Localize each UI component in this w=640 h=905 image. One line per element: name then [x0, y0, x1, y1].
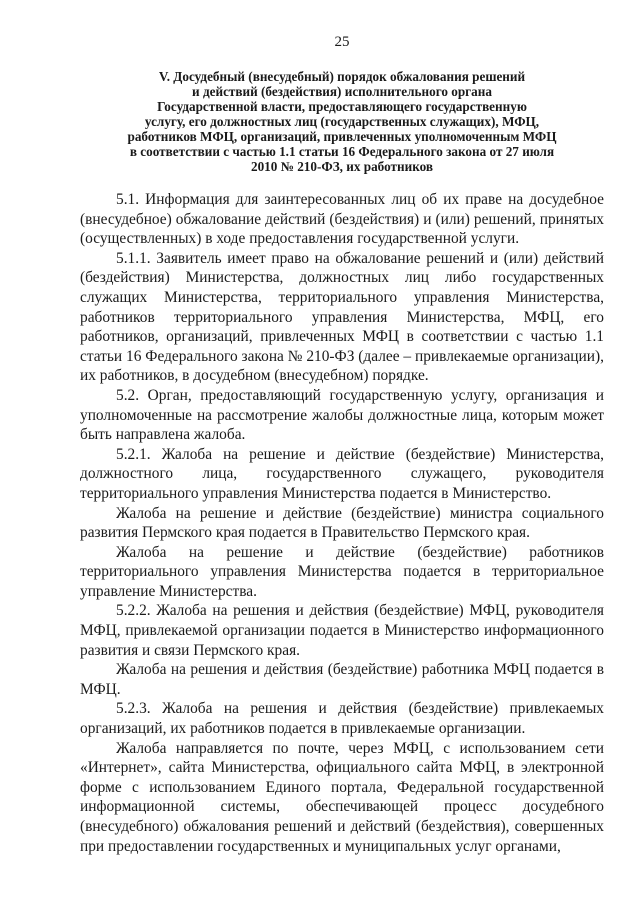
paragraph: 5.1.1. Заявитель имеет право на обжалование решений и (или) действий (бездействия) Министерства, должностных лиц либо государственных служащих Министерства, территориального управления Министерства, работников территориального управления Министерства, МФЦ, его работников, организаций, привлеченных МФЦ в соответствии с частью 1.1 статьи 16 Федерального закона № 210-ФЗ (далее – привлекаемые организации), их работников, в досудебном (внесудебном) порядке. — [80, 249, 604, 385]
paragraph: 5.2.2. Жалоба на решения и действия (бездействие) МФЦ, руководителя МФЦ, привлекаемой организации подается в Министерство информационного развития и связи Пермского края. — [80, 602, 604, 659]
paragraph: Жалоба направляется по почте, через МФЦ, с использованием сети «Интернет», сайта Министерства, официального сайта МФЦ, в электронной форме с использованием Единого портала, Федеральной государственной информационной системы, обеспечивающей процесс досудебного (внесудебного) обжалования решений и действий (бездействия), совершенных при предоставлении государственных и муниципальных услуг органами, — [80, 739, 604, 855]
paragraph: 5.2.1. Жалоба на решение и действие (бездействие) Министерства, должностного лица, государственного служащего, руководителя территориального управления Министерства подается в Министерство. — [80, 445, 604, 502]
paragraph: Жалоба на решение и действие (бездействие) министра социального развития Пермского края подается в Правительство Пермского края. — [80, 504, 604, 542]
paragraph: Жалоба на решения и действия (бездействие) работника МФЦ подается в МФЦ. — [80, 661, 604, 698]
heading-line: 2010 № 210-ФЗ, их работников — [250, 159, 434, 174]
paragraph: 5.1. Информация для заинтересованных лиц об их праве на досудебное (внесудебное) обжалование действий (бездействия) и (или) решений, принятых (осуществленных) в ходе предоставления государственной услуги. — [80, 191, 604, 248]
heading-line: и действий (бездействия) исполнительного органа — [192, 84, 492, 99]
paragraph: Жалоба на решение и действие (бездействие) работников территориального управления Министерства подается в территориальное управление Министерства. — [80, 543, 604, 600]
page-number: 25 — [334, 34, 350, 50]
paragraph: 5.2.3. Жалоба на решения и действия (бездействие) привлекаемых организаций, их работников подается в привлекаемые организации. — [80, 700, 604, 738]
heading-line: работников МФЦ, организаций, привлеченных уполномоченным МФЦ — [127, 129, 557, 144]
document-body — [80, 190, 604, 856]
heading-line: в соответствии с частью 1.1 статьи 16 Федерального закона от 27 июля — [129, 144, 555, 159]
section-heading — [80, 69, 604, 174]
heading-line: услугу, его должностных лиц (государственных служащих), МФЦ, — [144, 114, 540, 129]
paragraph: 5.2. Орган, предоставляющий государственную услугу, организация и уполномоченные на рассмотрение жалобы должностные лица, которым может быть направлена жалоба. — [80, 386, 604, 444]
heading-line: V. Досудебный (внесудебный) порядок обжалования решений — [158, 69, 526, 84]
heading-line: Государственной власти, предоставляющего государственную — [157, 99, 527, 114]
